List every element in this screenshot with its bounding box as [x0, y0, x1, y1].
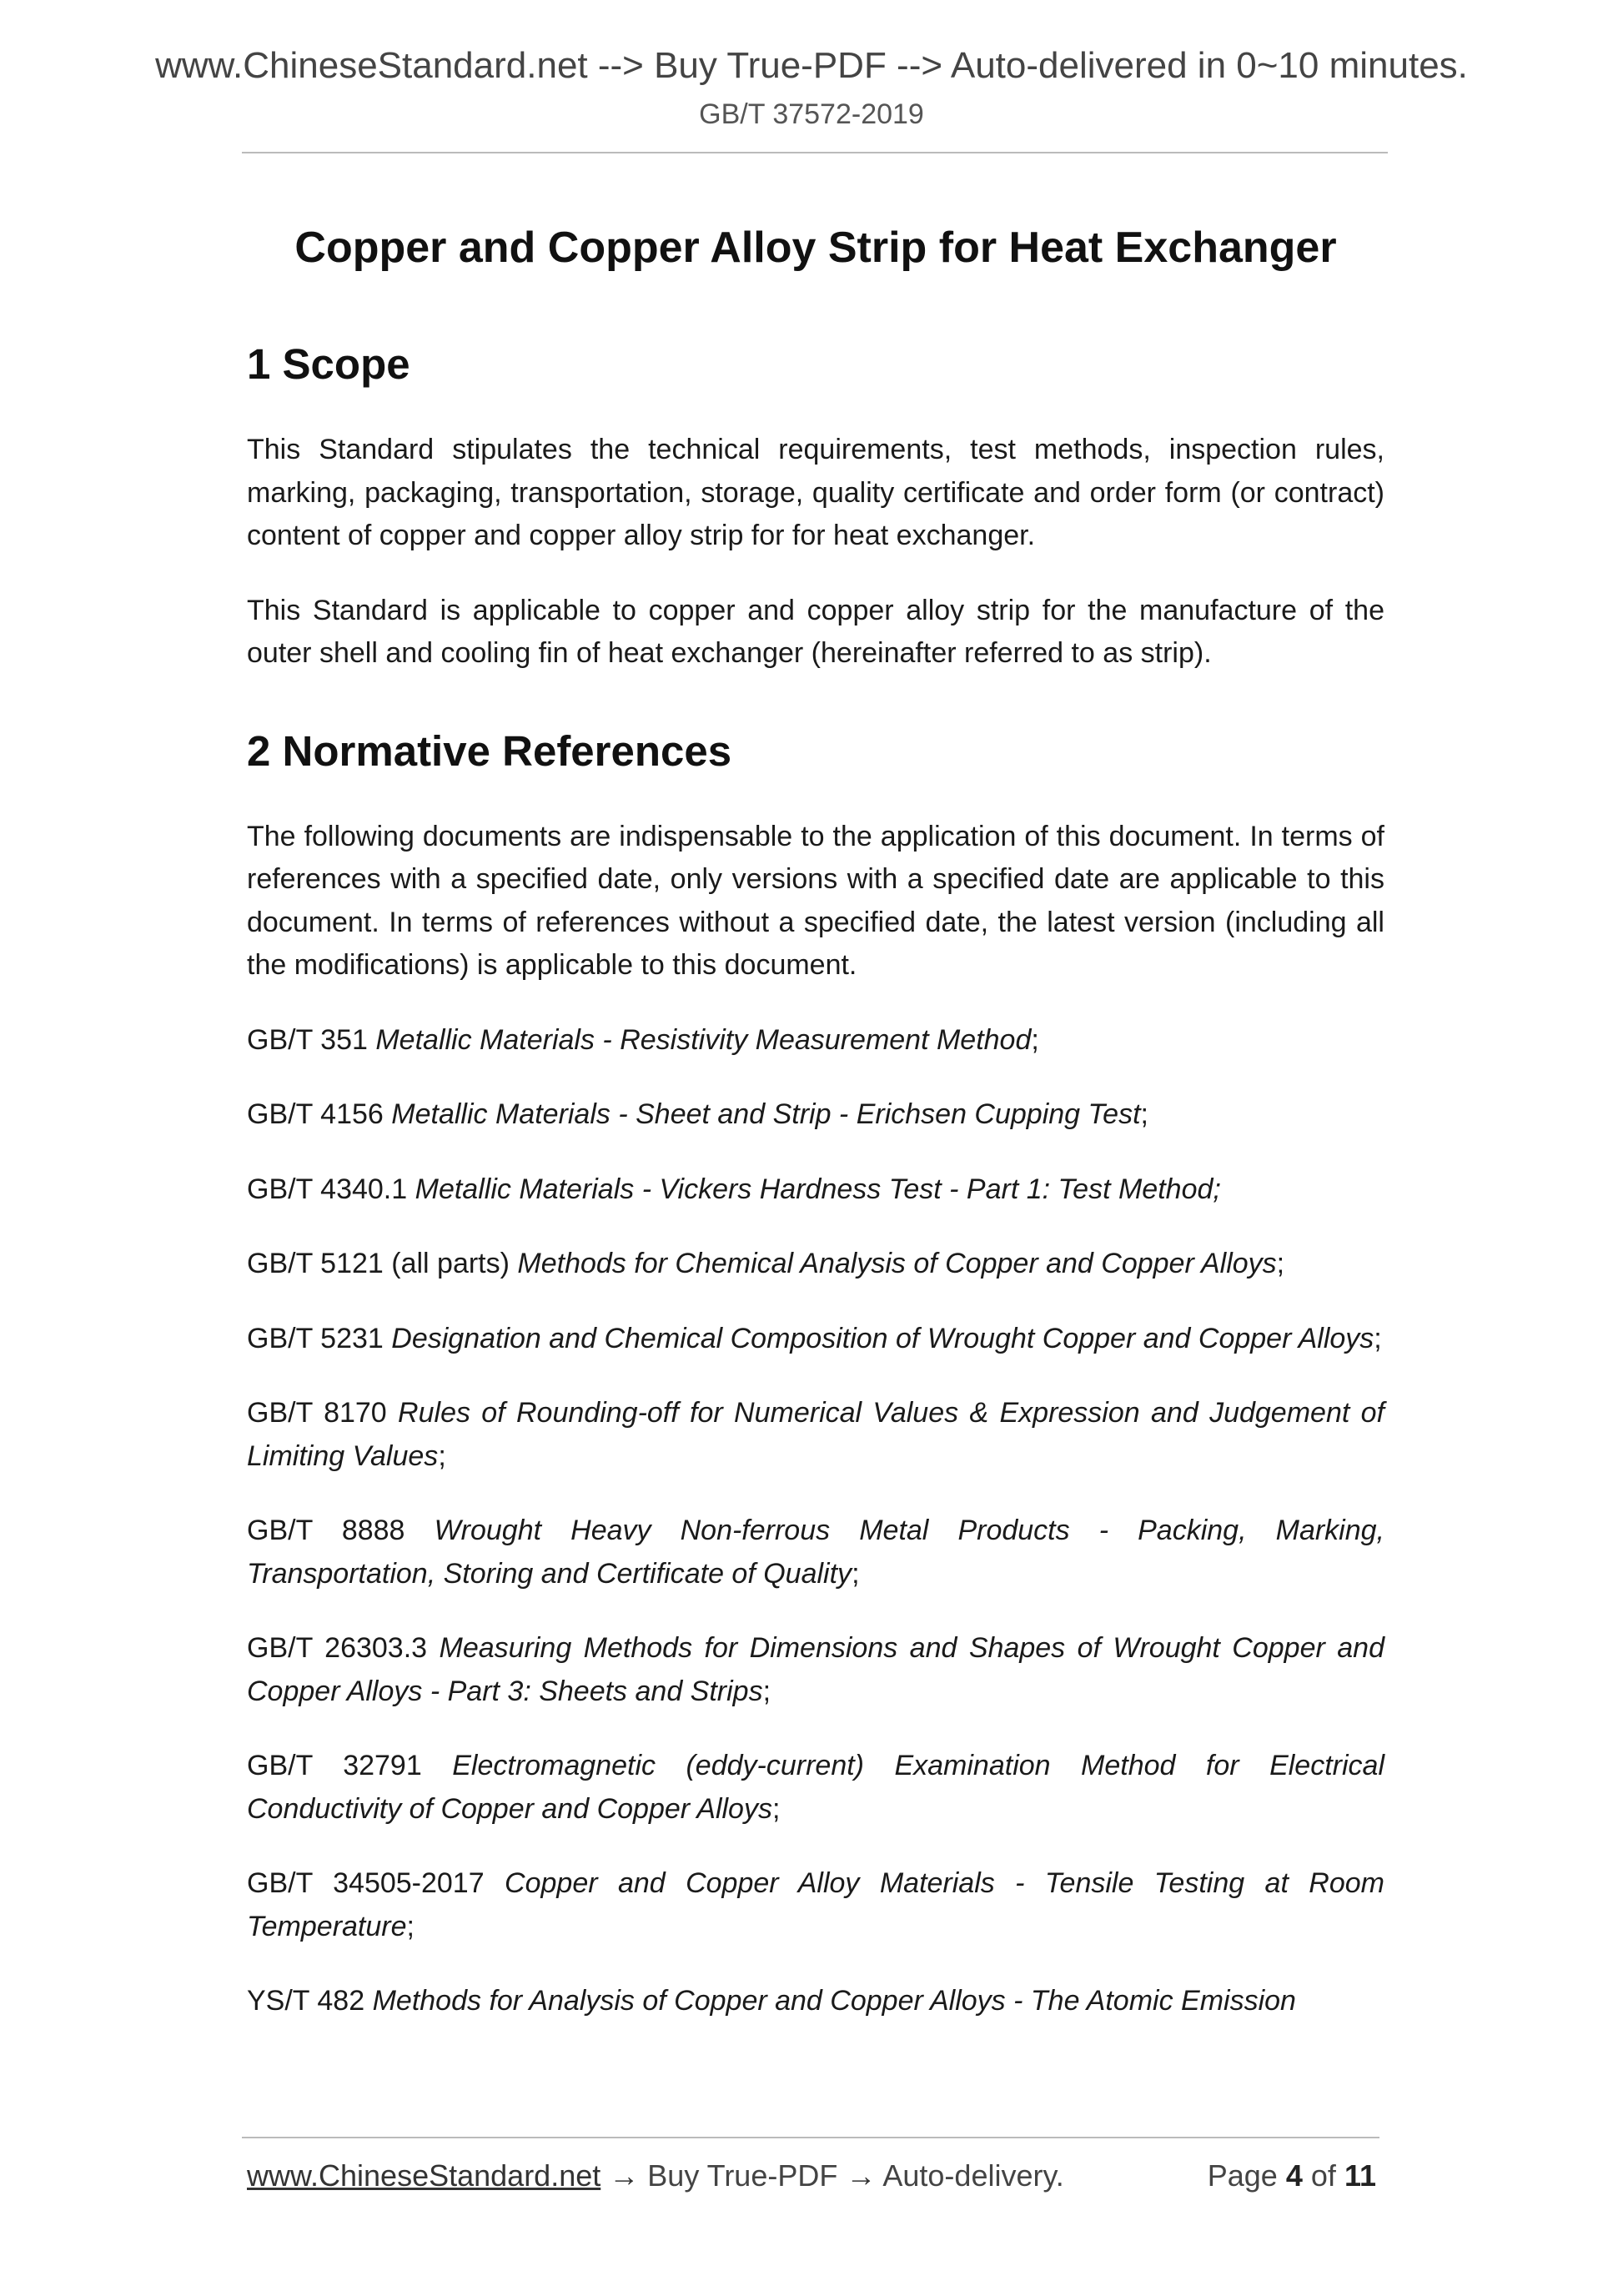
section-heading-scope: 1 Scope: [247, 340, 410, 388]
reference-title: Metallic Materials - Vickers Hardness Test - Part 1: Test Method;: [415, 1173, 1221, 1205]
page-current: 4: [1285, 2158, 1303, 2193]
page-of: of: [1310, 2158, 1336, 2193]
reference-end: ;: [771, 1792, 781, 1825]
reference-end: ;: [406, 1910, 415, 1942]
reference-item: [247, 1862, 1384, 1948]
footer-buy-text: Buy True-PDF: [647, 2158, 838, 2193]
reference-title: Metallic Materials - Resistivity Measurement Method: [375, 1023, 1032, 1056]
reference-code: GB/T 26303.3: [247, 1632, 428, 1664]
reference-code: GB/T 351: [247, 1023, 368, 1056]
reference-code: GB/T 32791: [247, 1750, 422, 1781]
reference-title: Designation and Chemical Composition of Wrought Copper and Copper Alloys: [391, 1322, 1374, 1354]
reference-title: Rules of Rounding-off for Numerical Values & Expression and Judgement of Limiting Values: [247, 1397, 1384, 1472]
reference-code: YS/T 482: [247, 1985, 365, 2017]
reference-title: Metallic Materials - Sheet and Strip - Erichsen Cupping Test: [391, 1098, 1141, 1130]
page-footer: [247, 2158, 1376, 2193]
reference-code: GB/T 5231: [247, 1322, 384, 1354]
reference-end: ;: [762, 1675, 771, 1707]
footer-divider: [242, 2137, 1379, 2138]
normative-references-intro: The following documents are indispensable to the application of this document. In terms of references with a specified date, only versions with a specified date are applicable to this document. In terms of references without a specified date, the latest version (including all the modifications) is applicable to this document.: [247, 820, 1384, 981]
reference-code: GB/T 8170: [247, 1397, 387, 1429]
section-heading-normative-references: 2 Normative References: [247, 726, 732, 775]
reference-end: ;: [1031, 1023, 1039, 1056]
footer-site-link[interactable]: www.ChineseStandard.net: [247, 2158, 601, 2193]
reference-item: [247, 1980, 1384, 2023]
page-label: Page: [1207, 2158, 1278, 2193]
reference-title: Copper and Copper Alloy Materials - Tensile Testing at Room Temperature: [247, 1867, 1384, 1942]
reference-item: [247, 1168, 1384, 1212]
reference-item: [247, 1019, 1384, 1063]
reference-code: GB/T 4156: [247, 1098, 384, 1130]
reference-item: [247, 1243, 1384, 1286]
scope-paragraph-1: This Standard stipulates the technical requirements, test methods, inspection rules, marking, packaging, transportation, storage, quality certificate and order form (or contract) content of copper and copper alloy strip for for heat exchanger.: [247, 434, 1384, 551]
reference-code: GB/T 34505-2017: [247, 1867, 485, 1899]
reference-title: Measuring Methods for Dimensions and Shapes of Wrought Copper and Copper Alloys - Part 3: Sheets and Strips: [247, 1632, 1384, 1707]
reference-title: Methods for Chemical Analysis of Copper and Copper Alloys: [517, 1248, 1277, 1279]
reference-end: ;: [1374, 1322, 1382, 1354]
top-banner: www.ChineseStandard.net --> Buy True-PDF --> Auto-delivered in 0~10 minutes.: [155, 45, 1468, 86]
document-body: [247, 219, 1384, 2023]
standard-code: GB/T 37572-2019: [699, 98, 924, 130]
scope-paragraph-2: This Standard is applicable to copper and copper alloy strip for the manufacture of the outer shell and cooling fin of heat exchanger (hereinafter referred to as strip).: [247, 594, 1384, 669]
reference-item: [247, 1093, 1384, 1137]
reference-item: [247, 1392, 1384, 1478]
reference-item: [247, 1510, 1384, 1595]
arrow-right-icon: →: [846, 2158, 877, 2193]
reference-title: Methods for Analysis of Copper and Copper Alloys - The Atomic Emission: [372, 1985, 1296, 2017]
reference-end: ;: [1140, 1098, 1148, 1130]
reference-end: ;: [852, 1557, 860, 1590]
reference-title: Electromagnetic (eddy-current) Examination Method for Electrical Conductivity of Copper and Copper Alloys: [247, 1750, 1384, 1825]
page-indicator: [1208, 2158, 1376, 2193]
reference-code: GB/T 4340.1: [247, 1173, 408, 1205]
reference-code: GB/T 8888: [247, 1515, 405, 1546]
document-title: Copper and Copper Alloy Strip for Heat Exchanger: [294, 224, 1337, 272]
reference-title: Wrought Heavy Non-ferrous Metal Products - Packing, Marking, Transportation, Storing and Certificate of Quality: [247, 1515, 1385, 1590]
header-divider: [242, 152, 1388, 153]
reference-item: [247, 1627, 1384, 1713]
reference-end: ;: [1276, 1248, 1285, 1279]
footer-delivery-text: Auto-delivery.: [882, 2158, 1064, 2193]
arrow-right-icon: →: [609, 2158, 640, 2193]
reference-item: [247, 1318, 1384, 1361]
reference-code: GB/T 5121 (all parts): [247, 1248, 510, 1279]
reference-end: ;: [438, 1439, 446, 1472]
page-total: 11: [1344, 2158, 1376, 2193]
reference-item: [247, 1745, 1384, 1831]
